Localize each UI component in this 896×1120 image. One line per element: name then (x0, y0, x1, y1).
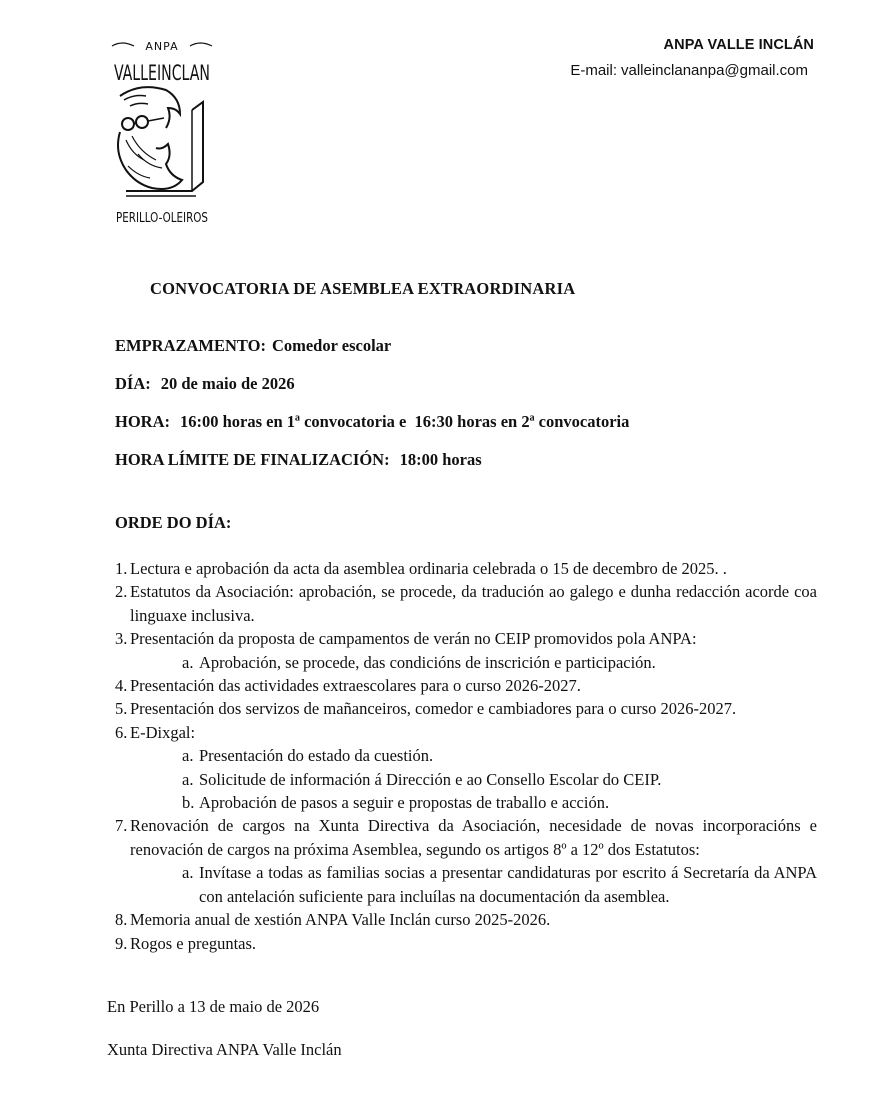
agenda-subitem (115, 861, 817, 908)
agenda-item (115, 674, 817, 697)
agenda-item-text: Estatutos da Asociación: aprobación, se procede, da tradución ao galego e dunha redacción acorde coa linguaxe inclusiva. (130, 582, 817, 625)
logo-main-text: VALLEINCLAN (114, 61, 210, 85)
signature: Xunta Directiva ANPA Valle Inclán (107, 1040, 342, 1059)
logo-bottom-text: PERILLO-OLEIROS (116, 211, 208, 226)
agenda-subitem-letter: a. (182, 863, 194, 883)
agenda-subitem (115, 768, 817, 791)
agenda-item-text: Presentación da proposta de campamentos de verán no CEIP promovidos pola ANPA: (130, 629, 697, 649)
detail-value: 20 de maio de 2026 (160, 374, 295, 393)
agenda-item (115, 557, 817, 580)
agenda-item-text: Memoria anual de xestión ANPA Valle Inclán curso 2025-2026. (130, 910, 551, 930)
logo-top-text: ANPA (145, 40, 179, 53)
agenda-subitem (115, 651, 817, 674)
email-line (570, 62, 808, 79)
agenda-item-text: E-Dixgal: (130, 722, 196, 742)
agenda-subitem (115, 744, 817, 767)
agenda-item-number: 6. (115, 722, 128, 742)
agenda-subitem-text: Solicitude de información á Dirección e ao Consello Escolar do CEIP. (199, 769, 662, 789)
detail-label: HORA: (115, 412, 170, 431)
agenda-subitem-letter: a. (182, 746, 194, 766)
agenda-item-number: 1. (115, 559, 128, 578)
document-title: CONVOCATORIA DE ASEMBLEA EXTRAORDINARIA (150, 279, 576, 298)
agenda-subitem-text: Presentación do estado da cuestión. (199, 746, 434, 766)
agenda-item-text: Rogos e preguntas. (130, 933, 257, 953)
agenda-item-number: 9. (115, 933, 128, 953)
agenda-subitem-letter: a. (182, 769, 194, 789)
agenda-item (115, 908, 817, 931)
agenda-list (115, 557, 817, 955)
detail-label: DÍA: (115, 374, 151, 393)
agenda-subitem-text: Aprobación de pasos a seguir e propostas de traballo e acción. (199, 793, 610, 813)
detail-label: HORA LÍMITE DE FINALIZACIÓN: (115, 450, 390, 469)
agenda-subitem-letter: b. (182, 793, 195, 813)
agenda-item-number: 2. (115, 582, 128, 602)
agenda-item (115, 721, 817, 744)
agenda-heading: ORDE DO DÍA: (115, 513, 232, 532)
detail-value: 18:00 horas (399, 450, 482, 469)
agenda-item-number: 7. (115, 816, 128, 836)
agenda-item (115, 697, 817, 720)
detail-label: EMPRAZAMENTO: (115, 336, 266, 355)
agenda-item-text: Lectura e aprobación da acta da asemblea ordinaria celebrada o 15 de decembro de 2025. . (130, 559, 727, 578)
agenda-item (115, 580, 817, 627)
email-address[interactable]: valleinclananpa@gmail.com (621, 62, 808, 79)
agenda-item (115, 932, 817, 955)
agenda-item-text: Presentación das actividades extraescolares para o curso 2026-2027. (130, 676, 581, 696)
detail-end-time (115, 450, 482, 470)
detail-time (115, 412, 629, 432)
agenda-item-number: 3. (115, 629, 128, 649)
agenda-item (115, 627, 817, 650)
place-and-date: En Perillo a 13 de maio de 2026 (107, 997, 320, 1016)
agenda-subitem-text: Invítase a todas as familias socias a presentar candidaturas por escrito á Secretaría da ANPA con antelación suficiente para incluílas na documentación da asemblea. (199, 863, 817, 906)
agenda-item-text: Presentación dos servizos de mañanceiros, comedor e cambiadores para o curso 2026-2027. (130, 699, 737, 719)
agenda-subitem-text: Aprobación, se procede, das condicións de inscrición e participación. (199, 652, 656, 672)
valle-inclan-portrait-icon (106, 36, 218, 230)
detail-value: 16:00 horas en 1ª convocatoria e 16:30 horas en 2ª convocatoria (180, 412, 630, 431)
anpa-logo (106, 36, 218, 230)
email-label: E-mail: (570, 62, 617, 79)
detail-location (115, 336, 391, 356)
detail-day (115, 374, 295, 394)
agenda-item (115, 814, 817, 861)
detail-value: Comedor escolar (271, 336, 392, 355)
agenda-item-number: 4. (115, 676, 128, 696)
agenda-subitem-letter: a. (182, 652, 194, 672)
agenda-subitem (115, 791, 817, 814)
agenda-item-text: Renovación de cargos na Xunta Directiva da Asociación, necesidade de novas incorporacións e renovación de cargos na próxima Asemblea, segundo os artigos 8º a 12º dos Estatutos: (130, 816, 817, 859)
organization-name: ANPA VALLE INCLÁN (663, 37, 814, 53)
agenda-item-number: 8. (115, 910, 128, 930)
agenda-item-number: 5. (115, 699, 128, 719)
